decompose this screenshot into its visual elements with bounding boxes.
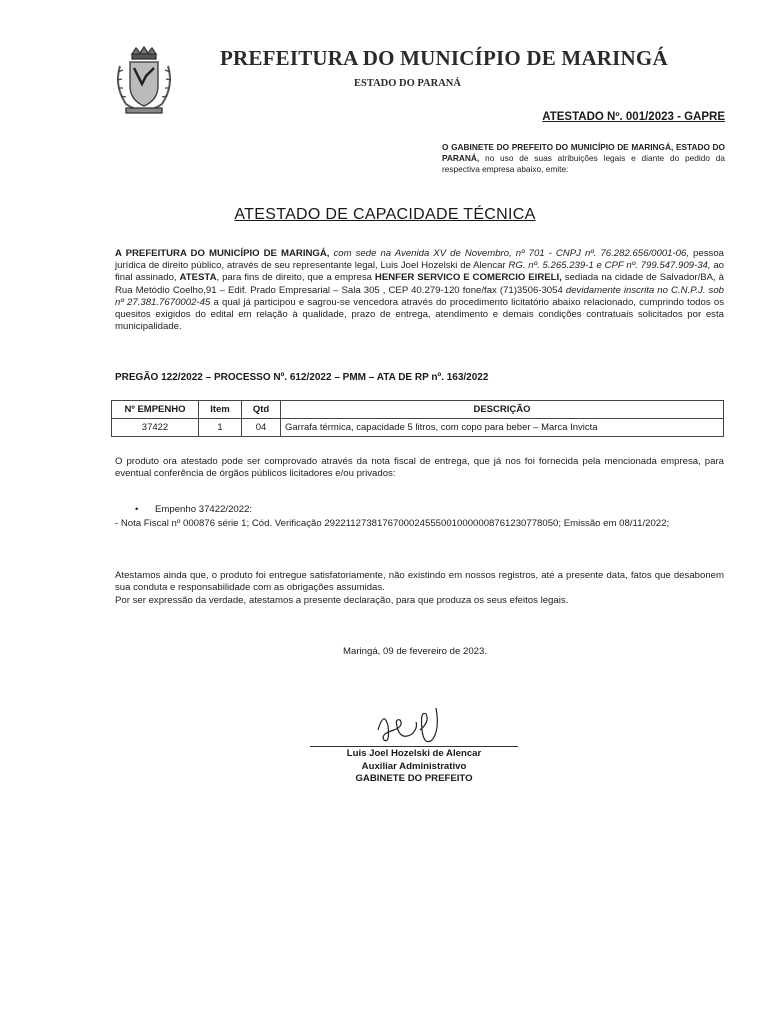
signer-role: Auxiliar Administrativo: [361, 760, 467, 772]
document-number: ATESTADO Nº. 001/2023 - GAPRE: [542, 111, 725, 123]
table-row: [112, 419, 724, 437]
body-text-1: pessoa jurídica de direito público, através de seu representante legal, Luis Joel Hozelski de Alencar: [115, 248, 724, 272]
document-title: ATESTADO DE CAPACIDADE TÉCNICA: [234, 206, 536, 223]
company-address: sediada na cidade de Salvador/BA, à Rua Metódio Coelho,91 – Edif. Prado Empresarial – Sala 305 , CEP 40.279-120 fone/fax (71)3506-3054: [115, 272, 724, 296]
signature-line: [310, 746, 518, 747]
company-name: HENFER SERVICO E COMERCIO EIRELI,: [374, 272, 562, 284]
col-item: Item: [199, 401, 242, 419]
body-text-3: , para fins de direito, que a empresa: [216, 272, 375, 284]
proof-paragraph: O produto ora atestado pode ser comprovado através da nota fiscal de entrega, que já nos foi fornecida pela mencionada empresa, para eventual conferência de órgãos públicos licitadores e/ou privados:: [115, 456, 724, 480]
signature-icon: [370, 700, 460, 752]
col-qtd: Qtd: [242, 401, 281, 419]
bullet-text: Empenho 37422/2022:: [155, 504, 253, 515]
body-text-2: ao final assinado,: [115, 260, 724, 284]
body-paragraph: [115, 248, 724, 333]
date-line: Maringá, 09 de fevereiro de 2023.: [343, 646, 487, 657]
company-cnpj: devidamente inscrita no C.N.P.J. sob nº 27.381.7670002-45: [115, 284, 724, 308]
col-descricao: DESCRIÇÃO: [281, 401, 724, 419]
signer-office: GABINETE DO PREFEITO: [355, 773, 473, 784]
cell-item: 1: [199, 419, 242, 437]
header-subtitle: ESTADO DO PARANÁ: [354, 78, 461, 89]
col-empenho: Nº EMPENHO: [112, 401, 199, 419]
org-address: com sede na Avenida XV de Novembro, nº 701 - CNPJ nº. 76.282.656/0001-06,: [329, 248, 690, 259]
coat-of-arms-icon: [112, 46, 176, 116]
cell-empenho: 37422: [112, 419, 199, 437]
atesta-word: ATESTA: [179, 272, 217, 284]
table-header-row: [112, 401, 724, 419]
representative-ids: RG. nº. 5.265.239-1 e CPF nº. 799.547.909-34,: [508, 260, 711, 272]
body-text-4: a qual já participou e sagrou-se vencedora através do procedimento licitatório abaixo relacionado, cumprindo todos os quesitos exigidos do edital em relação à qualidade, prazo de entrega, atendimento e demais condições contratuais solicitados por esta municipalidade.: [115, 296, 724, 333]
org-name: A PREFEITURA DO MUNICÍPIO DE MARINGÁ,: [115, 248, 330, 259]
closing-line-2: Por ser expressão da verdade, atestamos a presente declaração, para que produza os seus efeitos legais.: [115, 595, 569, 606]
header-title: PREFEITURA DO MUNICÍPIO DE MARINGÁ: [220, 46, 668, 70]
intro-bold: O GABINETE DO PREFEITO DO MUNICÍPIO DE MARINGÁ, ESTADO DO PARANÁ,: [442, 142, 725, 164]
procurement-reference: PREGÃO 122/2022 – PROCESSO Nº. 612/2022 – PMM – ATA DE RP nº. 163/2022: [115, 372, 489, 383]
invoice-line: - Nota Fiscal nº 000876 série 1; Cód. Verificação 29221127381767000245550010000008761230778050; Emissão em 08/11/2022;: [115, 518, 670, 529]
signer-block: [300, 748, 528, 786]
bullet-dot-icon: •: [135, 504, 139, 515]
intro-paragraph: [442, 142, 725, 176]
empenho-bullet: [135, 504, 252, 515]
closing-line-1: Atestamos ainda que, o produto foi entregue satisfatoriamente, não existindo em nossos registros, até a presente data, fatos que desabonem sua conduta e responsabilidade com as obrigações assumidas.: [115, 570, 724, 594]
cell-descricao: Garrafa térmica, capacidade 5 litros, com copo para beber – Marca Invicta: [281, 419, 724, 437]
items-table: [111, 400, 724, 437]
signer-name: Luis Joel Hozelski de Alencar: [346, 748, 482, 759]
cell-qtd: 04: [242, 419, 281, 437]
intro-rest: no uso de suas atribuições legais e diante do pedido da respectiva empresa abaixo, emite:: [442, 153, 725, 175]
